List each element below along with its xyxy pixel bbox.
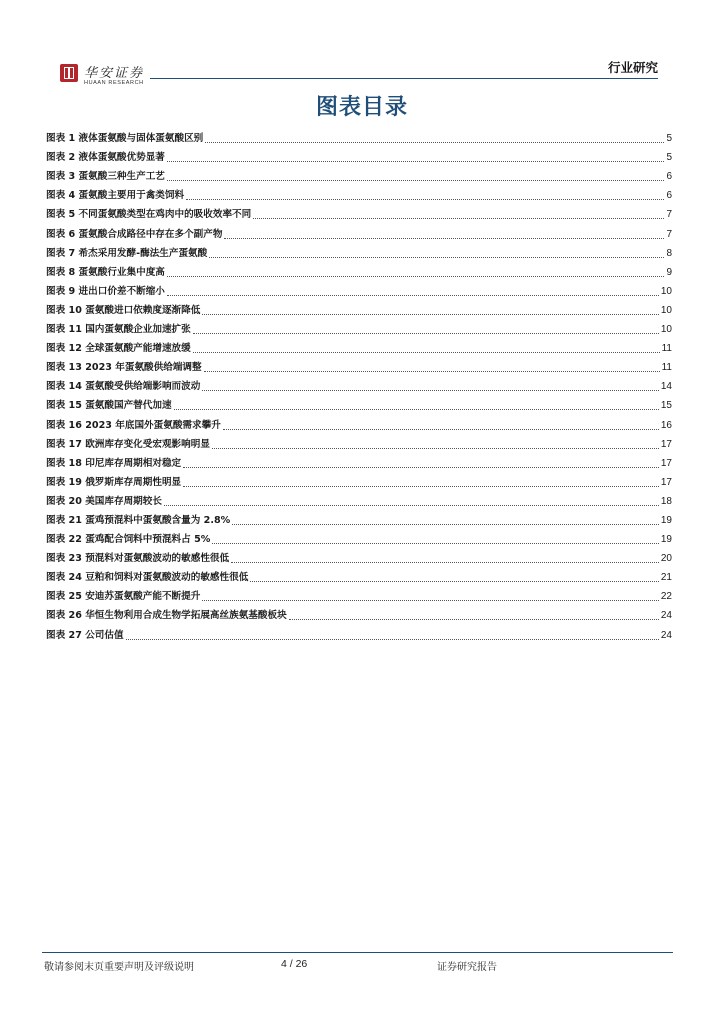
toc-leader-dots: [193, 333, 659, 334]
toc-entry[interactable]: [46, 183, 672, 202]
toc-leader-dots: [183, 486, 659, 487]
toc-entry-page: 10: [660, 285, 672, 297]
toc-entry-page: 10: [660, 324, 672, 336]
toc-entry-label: 图表 9 进出口价差不断缩小: [46, 285, 165, 297]
toc-entry[interactable]: [46, 432, 672, 451]
toc-entry-page: 11: [661, 343, 672, 355]
toc-entry[interactable]: [46, 603, 672, 622]
toc-entry-label: 图表 7 希杰采用发酵-酶法生产蛋氨酸: [46, 247, 208, 259]
toc-entry[interactable]: [46, 393, 672, 412]
toc-entry[interactable]: [46, 565, 672, 584]
toc-entry-page: 15: [660, 400, 672, 412]
toc-entry-label: 图表 21 蛋鸡预混料中蛋氨酸含量为 2.8%: [46, 514, 231, 526]
toc-entry-label: 图表 1 液体蛋氨酸与固体蛋氨酸区别: [46, 133, 204, 145]
page-header: [0, 0, 724, 90]
toc-leader-dots: [212, 448, 659, 449]
toc-leader-dots: [223, 429, 659, 430]
toc-entry-label: 图表 18 印尼库存周期相对稳定: [46, 457, 182, 469]
toc-entry[interactable]: [46, 508, 672, 527]
toc-entry[interactable]: [46, 527, 672, 546]
toc-entry-label: 图表 4 蛋氨酸主要用于禽类饲料: [46, 190, 185, 202]
toc-entry[interactable]: [46, 546, 672, 565]
toc-entry-page: 6: [666, 190, 672, 202]
toc-entry[interactable]: [46, 279, 672, 298]
toc-entry-label: 图表 22 蛋鸡配合饲料中预混料占 5%: [46, 534, 211, 546]
toc-leader-dots: [212, 543, 658, 544]
toc-leader-dots: [205, 142, 664, 143]
toc-leader-dots: [232, 524, 659, 525]
toc-leader-dots: [167, 180, 665, 181]
toc-entry-label: 图表 5 不同蛋氨酸类型在鸡肉中的吸收效率不同: [46, 209, 252, 221]
toc-entry-label: 图表 10 蛋氨酸进口依赖度逐渐降低: [46, 304, 201, 316]
toc-entry[interactable]: [46, 355, 672, 374]
toc-entry-page: 5: [666, 133, 672, 145]
toc-leader-dots: [202, 314, 659, 315]
toc-leader-dots: [250, 581, 659, 582]
toc-leader-dots: [167, 295, 659, 296]
toc-leader-dots: [183, 467, 659, 468]
toc-entry-page: 24: [660, 629, 672, 641]
toc-entry-label: 图表 13 2023 年蛋氨酸供给端调整: [46, 362, 202, 374]
company-logo-icon: [60, 64, 78, 82]
toc-entry-page: 21: [660, 572, 672, 584]
toc-entry[interactable]: [46, 470, 672, 489]
toc-entry-label: 图表 27 公司估值: [46, 629, 124, 641]
page-number: 4 / 26: [281, 958, 308, 970]
toc-entry-label: 图表 24 豆粕和饲料对蛋氨酸波动的敏感性很低: [46, 572, 249, 584]
toc-entry-page: 18: [660, 495, 672, 507]
toc-entry[interactable]: [46, 489, 672, 508]
toc-entry-label: 图表 15 蛋氨酸国产替代加速: [46, 400, 172, 412]
toc-entry[interactable]: [46, 241, 672, 260]
toc-leader-dots: [231, 562, 659, 563]
toc-entry-page: 14: [660, 381, 672, 393]
section-tag: 行业研究: [607, 60, 658, 75]
toc-entry-label: 图表 6 蛋氨酸合成路径中存在多个副产物: [46, 228, 223, 240]
toc-leader-dots: [193, 352, 660, 353]
toc-entry-page: 6: [666, 171, 672, 183]
toc-entry-label: 图表 16 2023 年底国外蛋氨酸需求攀升: [46, 419, 221, 431]
toc-leader-dots: [126, 639, 659, 640]
toc-entry-label: 图表 2 液体蛋氨酸优势显著: [46, 152, 165, 164]
header-divider: [150, 78, 658, 79]
toc-leader-dots: [204, 371, 660, 372]
toc-entry-label: 图表 12 全球蛋氨酸产能增速放缓: [46, 343, 191, 355]
toc-entry-page: 19: [660, 534, 672, 546]
toc-entry-page: 17: [660, 457, 672, 469]
toc-entry-label: 图表 11 国内蛋氨酸企业加速扩张: [46, 324, 191, 336]
company-name: 华安证券: [84, 66, 145, 81]
toc-entry-page: 17: [660, 438, 672, 450]
toc-entry[interactable]: [46, 374, 672, 393]
toc-leader-dots: [167, 161, 665, 162]
toc-entry-label: 图表 14 蛋氨酸受供给端影响而波动: [46, 381, 201, 393]
footer-disclaimer: 敬请参阅末页重要声明及评级说明: [44, 962, 194, 973]
toc-entry-label: 图表 17 欧洲库存变化受宏观影响明显: [46, 438, 210, 450]
page-title: 图表目录: [315, 95, 408, 120]
toc-entry-label: 图表 26 华恒生物利用合成生物学拓展高丝族氨基酸板块: [46, 610, 287, 622]
toc-entry[interactable]: [46, 164, 672, 183]
toc-entry[interactable]: [46, 412, 672, 431]
toc-entry-page: 19: [660, 514, 672, 526]
toc-entry-label: 图表 20 美国库存周期较长: [46, 495, 162, 507]
toc-leader-dots: [209, 257, 664, 258]
toc-entry-label: 图表 8 蛋氨酸行业集中度高: [46, 266, 165, 278]
toc-leader-dots: [202, 390, 659, 391]
company-name-en: HUAAN RESEARCH: [84, 80, 144, 86]
footer-divider: [42, 952, 673, 953]
toc-leader-dots: [202, 600, 659, 601]
toc-entry-page: 7: [666, 209, 672, 221]
toc-leader-dots: [253, 218, 664, 219]
document-type: 证券研究报告: [437, 962, 497, 973]
toc-entry[interactable]: [46, 260, 672, 279]
toc-leader-dots: [289, 619, 659, 620]
toc-entry-page: 20: [660, 553, 672, 565]
toc-leader-dots: [186, 199, 664, 200]
toc-entry-page: 9: [666, 266, 672, 278]
toc-entry[interactable]: [46, 336, 672, 355]
toc-entry-page: 5: [666, 152, 672, 164]
toc-entry-label: 图表 19 俄罗斯库存周期性明显: [46, 476, 182, 488]
toc-entry[interactable]: [46, 451, 672, 470]
toc-entry-page: 11: [661, 362, 672, 374]
toc-entry-page: 22: [660, 591, 672, 603]
toc-entry-page: 16: [660, 419, 672, 431]
toc-entry[interactable]: [46, 317, 672, 336]
toc-entry-label: 图表 23 预混料对蛋氨酸波动的敏感性很低: [46, 553, 230, 565]
toc-entry[interactable]: [46, 145, 672, 164]
toc-entry-page: 24: [660, 610, 672, 622]
toc-entry[interactable]: [46, 584, 672, 603]
toc-entry[interactable]: [46, 202, 672, 221]
toc-entry-page: 7: [666, 228, 672, 240]
figure-toc-list: [46, 126, 672, 642]
toc-leader-dots: [164, 505, 659, 506]
toc-entry[interactable]: [46, 126, 672, 145]
toc-entry-page: 8: [666, 247, 672, 259]
toc-leader-dots: [224, 238, 664, 239]
toc-leader-dots: [174, 409, 659, 410]
toc-entry-label: 图表 25 安迪苏蛋氨酸产能不断提升: [46, 591, 201, 603]
toc-entry-label: 图表 3 蛋氨酸三种生产工艺: [46, 171, 165, 183]
toc-entry[interactable]: [46, 298, 672, 317]
toc-leader-dots: [167, 276, 665, 277]
toc-entry-page: 17: [660, 476, 672, 488]
toc-entry-page: 10: [660, 304, 672, 316]
toc-entry[interactable]: [46, 622, 672, 641]
toc-entry[interactable]: [46, 221, 672, 240]
